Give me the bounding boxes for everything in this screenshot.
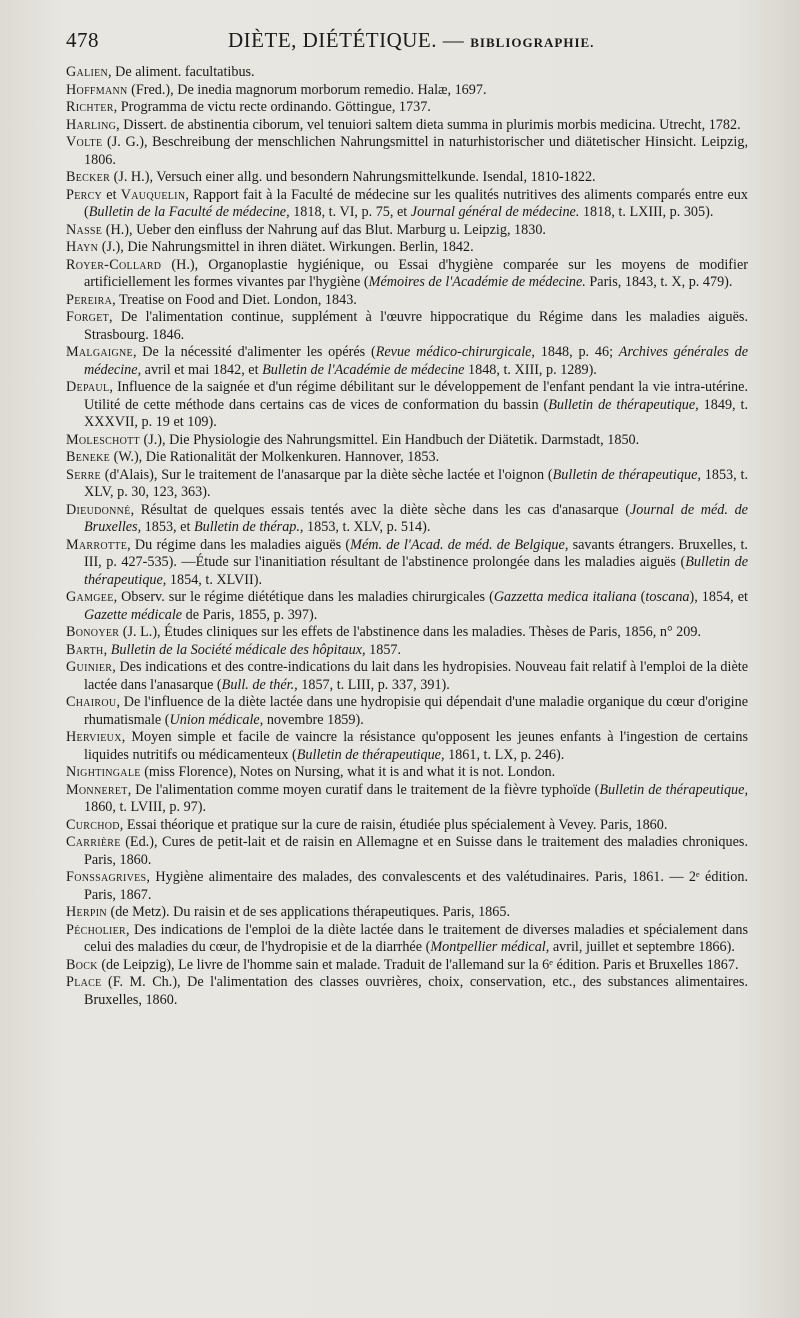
bibliography-entry bbox=[66, 134, 748, 169]
entry-author: Royer-Collard bbox=[66, 256, 162, 273]
entry-author: Dieudonné bbox=[66, 501, 131, 518]
entry-text: , bbox=[103, 641, 111, 658]
entry-journal: Bulletin de thérapeutique, bbox=[599, 781, 748, 798]
entry-author: Malgaigne bbox=[66, 344, 133, 360]
entry-author: Nightingale bbox=[66, 764, 141, 780]
entry-text: 1857. bbox=[365, 641, 402, 658]
entry-author: Nasse bbox=[66, 221, 103, 238]
entry-author: Pereira bbox=[66, 291, 113, 308]
entry-author: Carrière bbox=[66, 834, 121, 850]
entry-author: Hervieux bbox=[66, 729, 122, 745]
entry-author: Serre bbox=[66, 466, 101, 483]
entry-author: Harling bbox=[66, 116, 117, 133]
entry-author: Hoffmann bbox=[66, 81, 128, 98]
entry-author: Galien bbox=[66, 64, 109, 80]
entry-author: Herpin bbox=[66, 904, 107, 920]
entry-text: (Fred.), De inedia magnorum morborum remedio. Halæ, 1697. bbox=[127, 81, 487, 98]
entry-text: , De l'influence de la diète lactée dans une hydropisie qui dépendait d'une maladie organique du cœur d'origine rhumatismale ( bbox=[84, 694, 748, 728]
entry-journal: Bulletin de thérap., bbox=[193, 519, 304, 535]
entry-text: 1848, p. 46; bbox=[534, 344, 619, 360]
bibliography-entry bbox=[66, 239, 748, 257]
entry-text: ( bbox=[636, 589, 646, 605]
entry-text: , Des indications de l'emploi de la diète lactée dans le traitement de diverses maladies et spécialement dans celui des maladies du cœur, de l'hydropisie et de la diarrhée ( bbox=[84, 921, 748, 955]
entry-text: , Résultat de quelques essais tentés avec la diète sèche dans les cas d'anasarque ( bbox=[130, 501, 630, 518]
entry-text: , Moyen simple et facile de vaincre la résistance qu'opposent les jeunes enfants à l'ingestion de certains liquides nutritifs ou médicamenteux ( bbox=[84, 729, 748, 763]
entry-text: (W.), Die Rationalität der Molkenkuren. Hannover, 1853. bbox=[110, 449, 440, 465]
entry-journal: Journal de méd. de Bruxelles, bbox=[84, 501, 748, 535]
entry-journal: Bull. de thér., bbox=[221, 676, 298, 693]
entry-author: Monneret bbox=[66, 781, 128, 798]
entry-author: Gamgee bbox=[66, 589, 114, 605]
bibliography-entry bbox=[66, 344, 748, 379]
entry-text: , Rapport fait à la Faculté de médecine sur les qualités nutritives des aliments comparés entre eux ( bbox=[84, 186, 748, 220]
entry-text: savants étrangers. Bruxelles, t. III, p. 427-535). —Étude sur l'inanitiation résultant de l'abstinence prolongée dans les maladies aiguës ( bbox=[84, 536, 748, 570]
entry-author: Percy bbox=[66, 186, 103, 203]
entry-text: , Treatise on Food and Diet. London, 1843. bbox=[112, 291, 357, 308]
page-header bbox=[66, 28, 748, 62]
entry-author: Bonoyer bbox=[66, 624, 120, 640]
entry-author: Chairou bbox=[66, 694, 117, 710]
entry-text: avril et mai 1842, et bbox=[141, 361, 263, 378]
entry-journal: Bulletin de thérapeutique, bbox=[84, 554, 748, 588]
bibliography-entry bbox=[66, 292, 748, 310]
bibliography-entry bbox=[66, 467, 748, 502]
entry-text: (miss Florence), Notes on Nursing, what it is and what it is not. London. bbox=[140, 764, 556, 780]
bibliography-entry bbox=[66, 922, 748, 957]
bibliography-entry bbox=[66, 957, 748, 975]
entry-text: , De aliment. facultatibus. bbox=[108, 64, 255, 80]
entry-text: (J.), Die Physiologie des Nahrungsmittel. Ein Handbuch der Diätetik. Darmstadt, 1850. bbox=[139, 431, 640, 448]
bibliography-entry bbox=[66, 502, 748, 537]
entry-author: Bock bbox=[66, 956, 98, 973]
entry-journal: Bulletin de l'Académie de médecine bbox=[262, 361, 465, 378]
entry-text: (de Metz). Du raisin et de ses applications thérapeutiques. Paris, 1865. bbox=[106, 904, 510, 920]
entry-author: Pécholier bbox=[66, 921, 127, 938]
entry-text: (de Leipzig), Le livre de l'homme sain et malade. Traduit de l'allemand sur la 6ᵉ édition. Paris et Bruxelles 1867. bbox=[97, 956, 739, 973]
entry-text: ), 1854, et bbox=[689, 589, 748, 605]
entry-text: 1818, t. LXIII, p. 305). bbox=[579, 204, 714, 220]
bibliography-entry bbox=[66, 764, 748, 782]
entry-text: , Observ. sur le régime diététique dans les maladies chirurgicales ( bbox=[113, 589, 494, 605]
bibliography-entry bbox=[66, 432, 748, 450]
entry-author: Marrotte bbox=[66, 536, 128, 553]
entry-text: (J. G.), Beschreibung der menschlichen Nahrungsmittel in naturhistorischer und diätetischer Hinsicht. Leipzig, 1806. bbox=[84, 134, 748, 168]
entry-author: Beneke bbox=[66, 449, 111, 465]
entry-journal: Archives générales de médecine, bbox=[84, 344, 749, 378]
entry-text: 1860, t. LVIII, p. 97). bbox=[84, 799, 207, 815]
entry-text: (Ed.), Cures de petit-lait et de raisin en Allemagne et en Suisse dans le traitement des maladies chroniques. Paris, 1860. bbox=[84, 834, 748, 868]
bibliography-entry bbox=[66, 624, 748, 642]
entry-journal: Gazzetta medica italiana bbox=[493, 589, 637, 605]
entry-author: Depaul bbox=[66, 379, 110, 395]
entry-text: 1853, et bbox=[141, 519, 194, 535]
entry-author: Vauquelin bbox=[120, 186, 186, 203]
entry-text: de Paris, 1855, p. 397). bbox=[182, 606, 318, 623]
entry-text: , Dissert. de abstinentia ciborum, vel tenuiori saltem dieta summa in plurimis morbis medicina. Utrecht, 1782. bbox=[116, 116, 741, 133]
page-number: 478 bbox=[66, 28, 99, 52]
bibliography-entry bbox=[66, 222, 748, 240]
entry-text: , De l'alimentation comme moyen curatif dans le traitement de la fièvre typhoïde ( bbox=[127, 781, 600, 798]
bibliography-entry bbox=[66, 64, 748, 82]
entry-text: , Influence de la saignée et d'un régime débilitant sur le développement de l'enfant pendant la vie intra-utérine. Utilité de cette méthode dans certains cas de vices de conformation du bassin ( bbox=[84, 379, 748, 413]
bibliography-entry bbox=[66, 309, 748, 344]
entry-author: Volte bbox=[66, 134, 103, 150]
entry-text: 1818, t. VI, p. 75, et bbox=[289, 204, 411, 220]
entry-text: 1861, t. LX, p. 246). bbox=[444, 746, 565, 763]
entry-text: (J. L.), Études cliniques sur les effets de l'abstinence dans les maladies. Thèses de Paris, 1856, n° 209. bbox=[119, 624, 702, 640]
entry-journal: Bulletin de thérapeutique, bbox=[296, 746, 445, 763]
bibliography-entry bbox=[66, 99, 748, 117]
entry-journal: Bulletin de thérapeutique, bbox=[548, 396, 699, 413]
bibliography-entry bbox=[66, 187, 748, 222]
entry-journal: Bulletin de la Société médicale des hôpitaux, bbox=[110, 641, 366, 658]
entry-journal: Montpellier médical, bbox=[430, 939, 550, 955]
entry-text: 1849, t. XXXVII, p. 19 et 109). bbox=[84, 396, 748, 430]
entry-author: Richter bbox=[66, 99, 114, 115]
bibliography-entry bbox=[66, 257, 748, 292]
entry-journal: Mémoires de l'Académie de médecine. bbox=[368, 274, 586, 290]
entry-text: avril, juillet et septembre 1866). bbox=[549, 939, 735, 955]
entry-text: et bbox=[102, 186, 121, 203]
running-subtitle: BIBLIOGRAPHIE. bbox=[470, 35, 595, 50]
entry-author: Curchod bbox=[66, 816, 120, 833]
entry-text: novembre 1859). bbox=[263, 711, 364, 728]
entry-author: Moleschott bbox=[66, 431, 140, 448]
entry-text: (d'Alais), Sur le traitement de l'anasarque par la diète sèche lactée et l'oignon ( bbox=[100, 466, 553, 483]
entry-text: (H.), Ueber den einfluss der Nahrung auf das Blut. Marburg u. Leipzig, 1830. bbox=[102, 221, 546, 238]
entry-text: (F. M. Ch.), De l'alimentation des classes ouvrières, choix, conservation, etc., des substances alimentaires. Bruxelles, 1860. bbox=[84, 974, 748, 1008]
running-title: DIÈTE, DIÉTÉTIQUE. — bbox=[228, 28, 465, 52]
bibliography-entry bbox=[66, 817, 748, 835]
entry-text: 1854, t. XLVII). bbox=[166, 571, 262, 588]
entry-author: Becker bbox=[66, 169, 111, 185]
bibliography-entry bbox=[66, 729, 748, 764]
bibliography-entry bbox=[66, 589, 748, 624]
entry-journal: toscana bbox=[645, 589, 690, 605]
entry-author: Place bbox=[66, 974, 102, 990]
bibliography-entry bbox=[66, 117, 748, 135]
entry-text: 1853, t. XLV, p. 514). bbox=[303, 519, 431, 535]
bibliography-entry bbox=[66, 169, 748, 187]
entry-text: 1857, t. LIII, p. 337, 391). bbox=[297, 676, 450, 693]
bibliography-entry bbox=[66, 537, 748, 590]
entry-journal: Union médicale, bbox=[169, 711, 264, 728]
entry-text: 1853, t. XLV, p. 30, 123, 363). bbox=[84, 466, 748, 500]
entry-text: Paris, 1843, t. X, p. 479). bbox=[585, 274, 733, 290]
bibliography-entry bbox=[66, 782, 748, 817]
entry-text: , De l'alimentation continue, supplément à l'œuvre hippocratique du Régime dans les maladies aiguës. Strasbourg. 1846. bbox=[84, 309, 748, 343]
entry-text: , Essai théorique et pratique sur la cure de raisin, étudiée plus spécialement à Vevey. Paris, 1860. bbox=[119, 816, 668, 833]
entry-author: Fonssagrives bbox=[66, 869, 147, 885]
entry-journal: Journal général de médecine. bbox=[410, 204, 580, 220]
entry-journal: Revue médico-chirurgicale, bbox=[375, 344, 535, 360]
bibliography-entry bbox=[66, 449, 748, 467]
entry-text: (J. H.), Versuch einer allg. und besondern Nahrungsmittelkunde. Isendal, 1810-1822. bbox=[110, 169, 596, 185]
entry-text: , Programma de victu recte ordinando. Göttingue, 1737. bbox=[113, 99, 431, 115]
entry-text: (J.), Die Nahrungsmittel in ihren diätet. Wirkungen. Berlin, 1842. bbox=[98, 239, 474, 255]
entry-journal: Bulletin de la Faculté de médecine, bbox=[88, 204, 290, 220]
entry-journal: Gazette médicale bbox=[84, 606, 183, 623]
entry-text: , De la nécessité d'alimenter les opérés ( bbox=[132, 344, 376, 360]
entry-author: Barth bbox=[66, 641, 104, 658]
entry-text: , Des indications et des contre-indications du lait dans les hydropisies. Nouveau fait relatif à l'emploi de la diète lactée dans l'anasarque ( bbox=[84, 659, 748, 693]
bibliography-entry bbox=[66, 869, 748, 904]
entry-text: , Hygiène alimentaire des malades, des convalescents et des valétudinaires. Paris, 1861. — 2ᵉ édition. Paris, 1867. bbox=[84, 869, 748, 903]
bibliography-entry bbox=[66, 642, 748, 660]
entry-text: 1848, t. XIII, p. 1289). bbox=[464, 361, 597, 378]
bibliography-entry bbox=[66, 694, 748, 729]
bibliography-entry bbox=[66, 82, 748, 100]
entry-author: Guinier bbox=[66, 659, 113, 675]
bibliography-entry bbox=[66, 834, 748, 869]
entry-journal: Mém. de l'Acad. de méd. de Belgique, bbox=[350, 536, 569, 553]
bibliography-entry bbox=[66, 659, 748, 694]
entry-journal: Bulletin de thérapeutique, bbox=[552, 466, 701, 483]
entry-text: (H.), Organoplastie hygiénique, ou Essai d'hygiène comparée sur les moyens de modifier artificiellement les formes vivantes par l'hygiène ( bbox=[84, 256, 748, 290]
bibliography-entry bbox=[66, 379, 748, 432]
bibliography-entry bbox=[66, 974, 748, 1009]
entry-author: Forget bbox=[66, 309, 110, 325]
bibliography-list bbox=[66, 64, 748, 1009]
entry-author: Hayn bbox=[66, 239, 99, 255]
entry-text: , Du régime dans les maladies aiguës ( bbox=[127, 536, 351, 553]
bibliography-entry bbox=[66, 904, 748, 922]
